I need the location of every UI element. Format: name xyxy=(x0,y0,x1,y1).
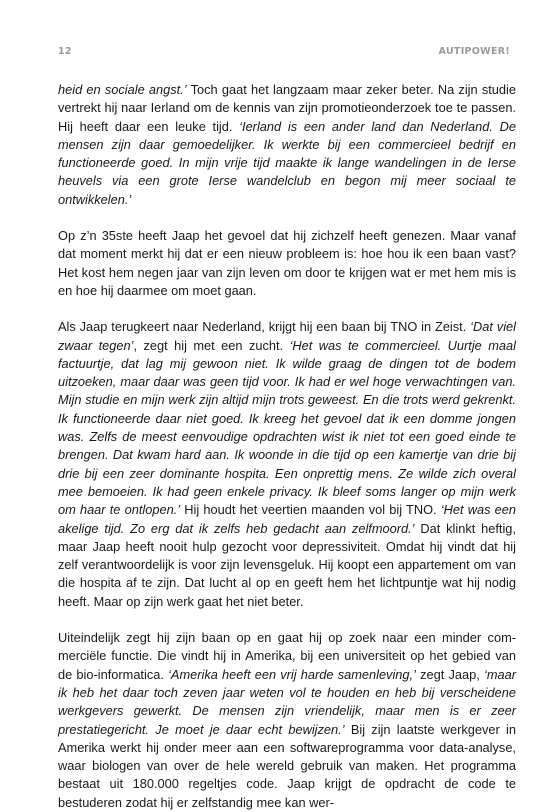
text-run: Uiteindelijk zegt hij zijn baan op en gaat hij op zoek naar een minder commerciële functie. Die vindt hij in Amerika, bij een universiteit op het gebied van de bio-informatica. xyxy=(58,630,516,682)
text-run: Dat klinkt heftig, maar Jaap heeft nooit hulp gezocht voor depressiviteit. Omdat hij vindt dat hij zelf verantwoordelijk is voor zijn levensgeluk. Hij koopt een appartement om van die hospita af te zijn. Dat lucht al op en geeft hem het lichtpuntje wat hij nodig heeft. Maar op zijn werk gaat het niet beter. xyxy=(58,520,516,609)
paragraph xyxy=(58,81,516,209)
quote-run: ‘Dat viel zwaar tegen’ xyxy=(58,319,517,353)
paragraph xyxy=(58,318,516,611)
text-run: Toch gaat het langzaam maar zeker beter. Na zijn studie vertrekt hij naar Ierland om de kennis van zijn promotieonderzoek toe te passen. Hij heeft daar een leuke tijd. xyxy=(58,82,516,134)
quote-run: ‘Het was te commercieel. Uurtje maal factuurtje, dat lag mij gewoon niet. Ik wilde graag de dingen tot de bodem uitzoeken, maar daar was geen tijd voor. Ik had er wel hoge verwachtingen van. Mijn studie en mijn werk zijn altijd mijn trots geweest. En die trots werd gekrenkt. Ik functioneerde daar niet goed. Ik kreeg het gevoel dat ik een domme jongen was. Zelfs de meest eenvoudige opdrachten wist ik niet tot een goed einde te brengen. Dat kwam hard aan. Ik woonde in die tijd op een kamertje van drie bij drie bij een zeer dominante hospita. Een onprettig mens. Ze wilde zich overal mee bemoeien. Ik had geen enkele privacy. Ik bleef soms langer op mijn werk om haar te ontlopen.’ xyxy=(58,337,516,518)
text-run: Als Jaap terugkeert naar Nederland, krijgt hij een baan bij TNO in Zeist. xyxy=(58,319,471,335)
text-run: , zegt hij met een zucht. xyxy=(133,337,290,353)
quote-run: ‘maar ik heb het daar toch zeven jaar weten vol te houden en heb bij verscheidene werkgevers gewerkt. De mensen zijn vriendelijk, maar men is er zeer prestatiegericht. Je moet je daar echt bewijzen.’ xyxy=(58,666,516,737)
quote-run: ‘Ierland is een ander land dan Nederland. De mensen zijn daar gemoedelijker. Ik werkte bij een commercieel bedrijf en functioneerde goed. In mijn vrije tijd maakte ik lange wandelingen in de Ierse heuvels via een grote Ierse wandelclub en begon mij meer sociaal te ontwikkelen.’ xyxy=(58,118,516,207)
text-run: zegt Jaap, xyxy=(415,666,484,682)
page-number: 12 xyxy=(58,46,72,57)
text-run: Hij houdt het veertien maanden vol bij TNO. xyxy=(180,502,441,518)
quote-run: heid en sociale angst.’ xyxy=(58,82,187,97)
quote-run: ‘Amerika heeft een vrij harde samenleving,’ xyxy=(168,666,416,682)
paragraph xyxy=(58,629,516,812)
page-header xyxy=(58,46,510,60)
body-text xyxy=(58,81,516,812)
quote-run: ‘Het was een akelige tijd. Zo erg dat ik zelfs heb gedacht aan zelfmoord.’ xyxy=(58,502,516,536)
running-head: AUTIPOWER! xyxy=(438,46,510,57)
paragraph xyxy=(58,227,516,300)
text-run: Op z’n 35ste heeft Jaap het gevoel dat hij zichzelf heeft genezen. Maar vanaf dat moment merkt hij dat er een nieuw probleem is: hoe hou ik een baan vast? Het kost hem negen jaar van zijn leven om door te krijgen wat er met hem mis is en hoe hij daarmee om moet gaan. xyxy=(58,228,516,298)
text-run: Bij zijn laatste werkgever in Amerika werkt hij onder meer aan een softwareprogramma voor data-analyse, waar biologen van over de hele wereld gebruik van maken. Het programma bestaat uit 180.000 regeltjes code. Jaap krijgt de opdracht de code te bestuderen zodat hij er zelfstandig mee kan wer- xyxy=(58,721,516,810)
